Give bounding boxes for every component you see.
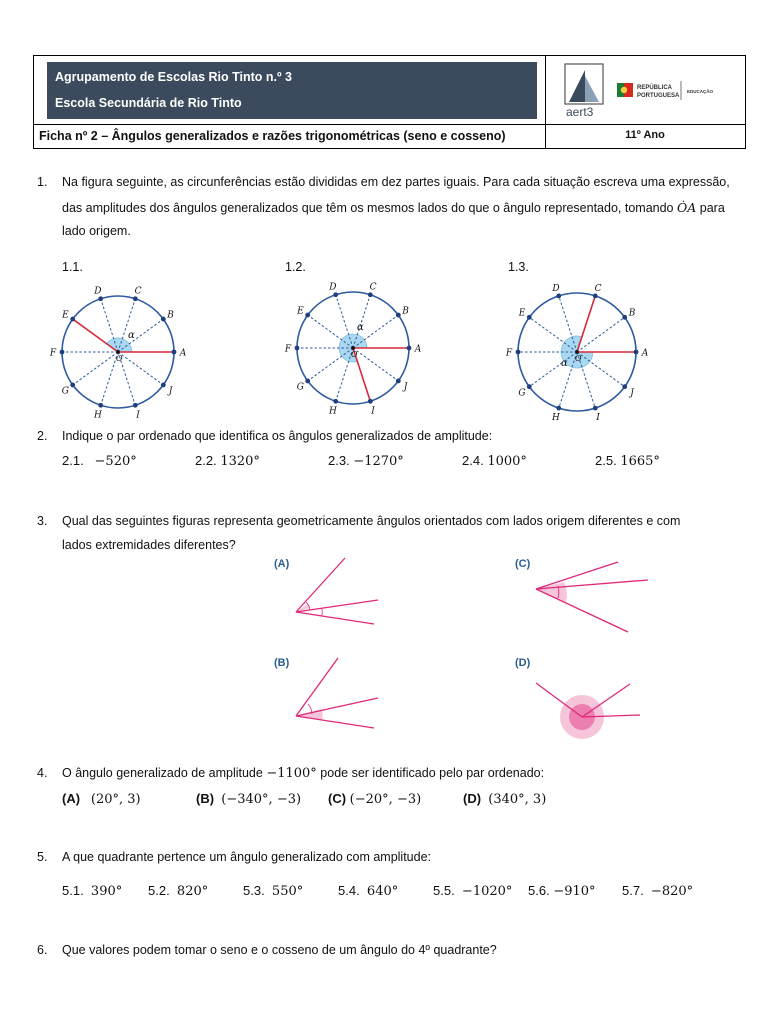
q4-option-a: (A) (20°, 3)	[62, 791, 141, 807]
q6-number: 6.	[37, 943, 48, 957]
division-point	[333, 292, 338, 297]
point-label: F	[505, 348, 513, 359]
division-point	[556, 293, 561, 298]
point-label: D	[329, 282, 337, 293]
point-label: B	[628, 308, 636, 319]
alpha-label: α	[561, 358, 568, 369]
q4-number: 4.	[37, 766, 48, 780]
point-label: J	[403, 382, 408, 393]
q2-number: 2.	[37, 429, 48, 443]
q4-option-d: (D) (340°, 3)	[463, 791, 547, 807]
fig-1-1-label: 1.1.	[62, 260, 83, 274]
q2-item-4: 2.4. 1000°	[462, 453, 527, 469]
division-point	[98, 403, 103, 408]
q2-text: Indique o par ordenado que identifica os ângulos generalizados de amplitude:	[62, 429, 493, 443]
q2-item-1: 2.1. −520°	[62, 453, 137, 469]
q1-text-line3: lado origem.	[62, 224, 131, 238]
division-point	[333, 399, 338, 404]
division-point	[133, 403, 138, 408]
division-point	[396, 379, 401, 384]
division-point	[396, 313, 401, 318]
q2-item-5: 2.5. 1665°	[595, 453, 660, 469]
q3-angle-figures	[270, 552, 670, 744]
point-label: F	[49, 348, 57, 359]
q5-text: A que quadrante pertence um ângulo generalizado com amplitude:	[62, 850, 432, 864]
school-band	[47, 62, 537, 119]
division-point	[305, 379, 310, 384]
q5-item-3: 5.3. 550°	[243, 883, 304, 899]
radius-dotted	[577, 317, 625, 352]
q4-option-c: (C) (−20°, −3)	[328, 791, 422, 807]
q5-item-4: 5.4. 640°	[338, 883, 399, 899]
q5-item-7: 5.7. −820°	[622, 883, 694, 899]
svg-text:(A): (A)	[274, 558, 290, 570]
alpha-label: α	[357, 322, 364, 333]
division-point	[527, 384, 532, 389]
school-group: Agrupamento de Escolas Rio Tinto n.º 3	[55, 70, 293, 84]
center-label: O	[575, 354, 582, 363]
radius-dotted	[353, 348, 398, 381]
point-label: B	[167, 310, 174, 321]
point-label: C	[594, 283, 602, 294]
fig-1-3-label: 1.3.	[508, 260, 529, 274]
school-name: Escola Secundária de Rio Tinto	[55, 96, 242, 110]
division-point	[161, 317, 166, 322]
division-point	[516, 350, 521, 355]
q3-option-b	[274, 657, 378, 728]
point-label: G	[61, 386, 70, 397]
point-label: F	[284, 344, 292, 355]
point-label: G	[518, 388, 526, 399]
q4-text: O ângulo generalizado de amplitude −1100° pode ser identificado pelo par ordenado:	[62, 766, 545, 781]
point-label: A	[179, 348, 187, 359]
q6-text: Que valores podem tomar o seno e o cosseno de um ângulo do 4º quadrante?	[62, 943, 497, 957]
q1-oa-math: ȮA	[677, 200, 697, 215]
circle-figure-1-3	[500, 280, 660, 424]
point-label: E	[518, 308, 526, 319]
point-label: B	[402, 306, 409, 317]
q1-number: 1.	[37, 175, 48, 189]
q1-text-line2: das amplitudes dos ângulos generalizados que têm os mesmos lados do que o ângulo representado, tomando ȮA para	[62, 200, 725, 215]
division-point	[556, 406, 561, 411]
svg-text:EDUCAÇÃO: EDUCAÇÃO	[687, 89, 714, 94]
point-label: A	[641, 348, 649, 359]
division-point	[634, 350, 639, 355]
aert3-logo-text: aert3	[566, 105, 594, 119]
division-point	[622, 315, 627, 320]
q5-item-1: 5.1. 390°	[62, 883, 123, 899]
svg-text:(D): (D)	[515, 657, 531, 669]
division-point	[622, 384, 627, 389]
division-point	[70, 317, 75, 322]
point-label: A	[414, 344, 422, 355]
point-label: E	[297, 306, 304, 317]
point-label: J	[630, 388, 634, 399]
division-point	[593, 293, 598, 298]
division-point	[305, 313, 310, 318]
division-point	[407, 346, 412, 351]
q2-item-3: 2.3. −1270°	[328, 453, 404, 469]
fig-1-2-label: 1.2.	[285, 260, 306, 274]
q2-item-2: 2.2. 1320°	[195, 453, 260, 469]
q3-number: 3.	[37, 514, 48, 528]
division-point	[368, 292, 373, 297]
point-label: D	[552, 283, 560, 294]
point-label: I	[371, 406, 375, 417]
aert3-logo	[565, 64, 603, 119]
q3-option-a	[274, 558, 378, 624]
point-label: G	[296, 382, 305, 393]
angle-side	[73, 319, 118, 352]
radius-dotted	[118, 352, 163, 385]
point-label: E	[62, 310, 69, 321]
q5-item-6: 5.6. −910°	[528, 883, 596, 899]
point-label: I	[136, 410, 140, 421]
division-point	[295, 346, 300, 351]
svg-text:(B): (B)	[274, 657, 290, 669]
q1-text-line1: Na figura seguinte, as circunferências estão divididas em dez partes iguais. Para cada situação escreva uma expressão,	[62, 175, 730, 189]
division-point	[60, 350, 65, 355]
q5-item-5: 5.5. −1020°	[433, 883, 513, 899]
division-point	[527, 315, 532, 320]
circle-figure-1-2	[280, 280, 420, 420]
point-label: I	[596, 413, 600, 424]
radius-dotted	[73, 352, 118, 385]
grade-label: 11º Ano	[625, 129, 665, 141]
republica-portuguesa-logo	[617, 81, 714, 100]
logos	[563, 62, 743, 123]
worksheet-title: Ficha nº 2 – Ângulos generalizados e razões trigonométricas (seno e cosseno)	[39, 129, 506, 143]
q3-text-line2: lados extremidades diferentes?	[62, 538, 236, 552]
svg-text:PORTUGUESA: PORTUGUESA	[637, 93, 680, 99]
division-point	[593, 406, 598, 411]
alpha-label: α	[128, 330, 135, 341]
division-point	[161, 383, 166, 388]
q3-option-d	[515, 657, 640, 739]
q5-number: 5.	[37, 850, 48, 864]
point-label: H	[93, 410, 102, 421]
division-point	[133, 296, 138, 301]
angle-side	[577, 296, 595, 352]
q3-text-line1: Qual das seguintes figuras representa geometricamente ângulos orientados com lados origem diferentes e com	[62, 514, 681, 528]
header-table	[33, 55, 746, 149]
point-label: H	[328, 406, 337, 417]
svg-text:REPÚBLICA: REPÚBLICA	[637, 85, 673, 91]
point-label: D	[94, 286, 102, 297]
center-label: O	[116, 354, 123, 363]
division-point	[368, 399, 373, 404]
q3-option-c	[515, 558, 648, 632]
q4-option-b: (B) (−340°, −3)	[196, 791, 302, 807]
division-point	[98, 296, 103, 301]
svg-text:(C): (C)	[515, 558, 531, 570]
point-label: J	[168, 386, 173, 397]
circle-figure-1-1	[49, 280, 187, 421]
point-label: H	[552, 413, 560, 424]
point-label: C	[369, 282, 377, 293]
center-label: O	[351, 350, 358, 359]
q5-item-2: 5.2. 820°	[148, 883, 209, 899]
point-label: C	[134, 286, 142, 297]
division-point	[70, 383, 75, 388]
division-point	[172, 350, 177, 355]
